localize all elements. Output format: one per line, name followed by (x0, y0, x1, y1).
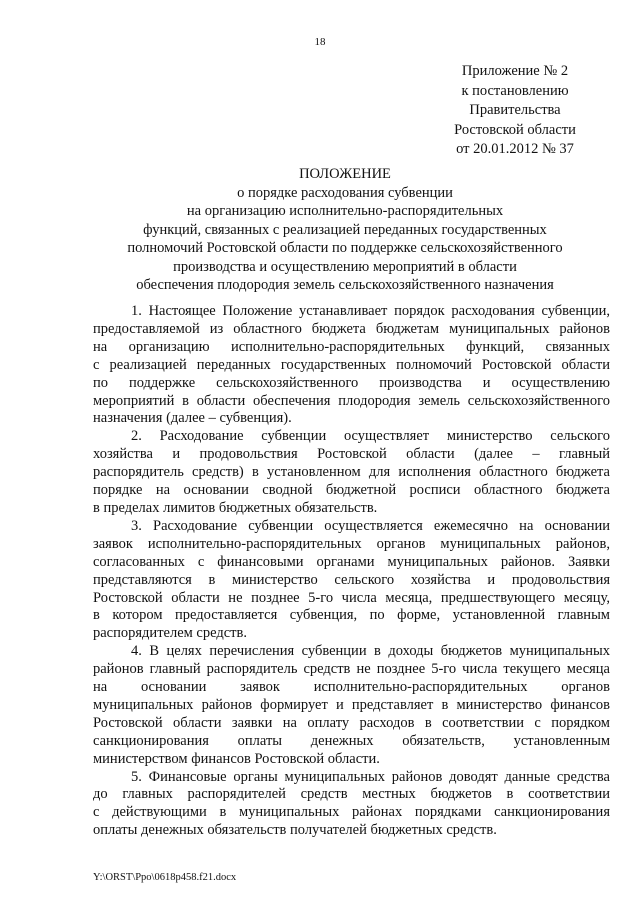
paragraph-2 (93, 428, 610, 518)
paragraph-line: 2. Расходование субвенции осуществляет министерство сельского (131, 428, 610, 445)
title-line: на организацию исполнительно-распорядительных (186, 203, 504, 219)
paragraph-line: Ростовской области не позднее 5-го числа месяца, предшествующего месяцу, (93, 589, 610, 606)
paragraph-line: 1. Настоящее Положение устанавливает порядок расходования субвенции, (131, 303, 610, 319)
paragraph-line: представляются в министерство сельского хозяйства и продовольствия (93, 571, 610, 588)
paragraph-4 (93, 643, 610, 768)
paragraph-line: порядке на основании сводной бюджетной росписи областного бюджета (93, 482, 610, 499)
paragraph-line: министерством финансов Ростовской области. (93, 750, 380, 767)
appendix-reference (430, 62, 600, 160)
title-line: о порядке расходования субвенции (237, 184, 453, 201)
paragraph-line: муниципальных районов формирует и представляет в министерство финансов (93, 696, 610, 713)
title-line: производства и осуществлению мероприятий в области (173, 258, 517, 275)
paragraph-line: в котором предоставляется субвенция, по форме, установленной главным (93, 607, 610, 624)
paragraph-1 (93, 303, 610, 428)
paragraph-line: заявок исполнительно-распорядительных органов муниципальных районов, (93, 535, 610, 552)
paragraph-line: в пределах лимитов бюджетных обязательств. (93, 499, 378, 516)
title-line: полномочий Ростовской области по поддержке сельскохозяйственного (127, 240, 563, 256)
paragraph-line: оплаты денежных обязательств получателей бюджетных средств. (93, 822, 497, 839)
paragraph-line: Ростовской области заявки на оплату расходов в соответствии с порядком (93, 714, 610, 731)
paragraph-line: 4. В целях перечисления субвенции в доходы бюджетов муниципальных (131, 643, 610, 660)
paragraph-line: 5. Финансовые органы муниципальных районов доводят данные средства (131, 768, 610, 785)
title-heading: ПОЛОЖЕНИЕ (299, 166, 391, 182)
paragraph-line: предоставляемой из областного бюджета бюджетам муниципальных районов (93, 320, 610, 337)
paragraph-line: по поддержке сельскохозяйственного производства и осуществлению (93, 374, 610, 391)
paragraph-line: до главных распорядителей средств местных бюджетов в соответствии (93, 786, 610, 803)
paragraph-line: согласованных с финансовыми органами муниципальных районов. Заявки (93, 553, 610, 570)
paragraph-line: с действующими в муниципальных районах порядками санкционирования (93, 804, 610, 821)
appendix-line: Приложение № 2 (461, 63, 569, 79)
paragraph-line: назначения (далее – субвенция). (93, 410, 292, 427)
paragraph-3 (93, 518, 610, 643)
paragraph-line: на организацию исполнительно-распорядительных функций, связанных (93, 338, 610, 355)
title-line: функций, связанных с реализацией переданных государственных (143, 221, 547, 238)
paragraph-line: с реализацией переданных государственных полномочий Ростовской области (93, 356, 610, 373)
appendix-line: к постановлению (461, 82, 569, 99)
appendix-line: Ростовской области (454, 121, 576, 138)
appendix-line: от 20.01.2012 № 37 (456, 141, 574, 157)
paragraph-line: распорядителем средств. (93, 625, 247, 642)
paragraph-line: 3. Расходование субвенции осуществляется ежемесячно на основании (131, 517, 610, 534)
paragraph-line: районов главный распорядитель средств не позднее 5-го числа текущего месяца (93, 661, 610, 678)
page-number: 18 (314, 36, 326, 48)
paragraph-line: хозяйства и продовольствия Ростовской области (далее – главный (93, 446, 610, 463)
paragraph-line: на основании заявок исполнительно-распорядительных органов (93, 679, 610, 696)
paragraph-line: распорядитель средств) в установленном для исполнения областного бюджета (93, 464, 610, 481)
paragraph-line: санкционирования оплаты денежных обязательств, установленным (93, 732, 610, 749)
document-title (80, 165, 610, 295)
appendix-line: Правительства (469, 102, 561, 118)
paragraph-5 (93, 769, 610, 841)
footer-file-path: Y:\ORST\Ppo\0618p458.f21.docx (93, 872, 237, 883)
title-line: обеспечения плодородия земель сельскохозяйственного назначения (136, 277, 554, 293)
paragraph-line: мероприятий в области обеспечения плодородия земель сельскохозяйственного (93, 392, 610, 409)
document-body (93, 303, 610, 840)
